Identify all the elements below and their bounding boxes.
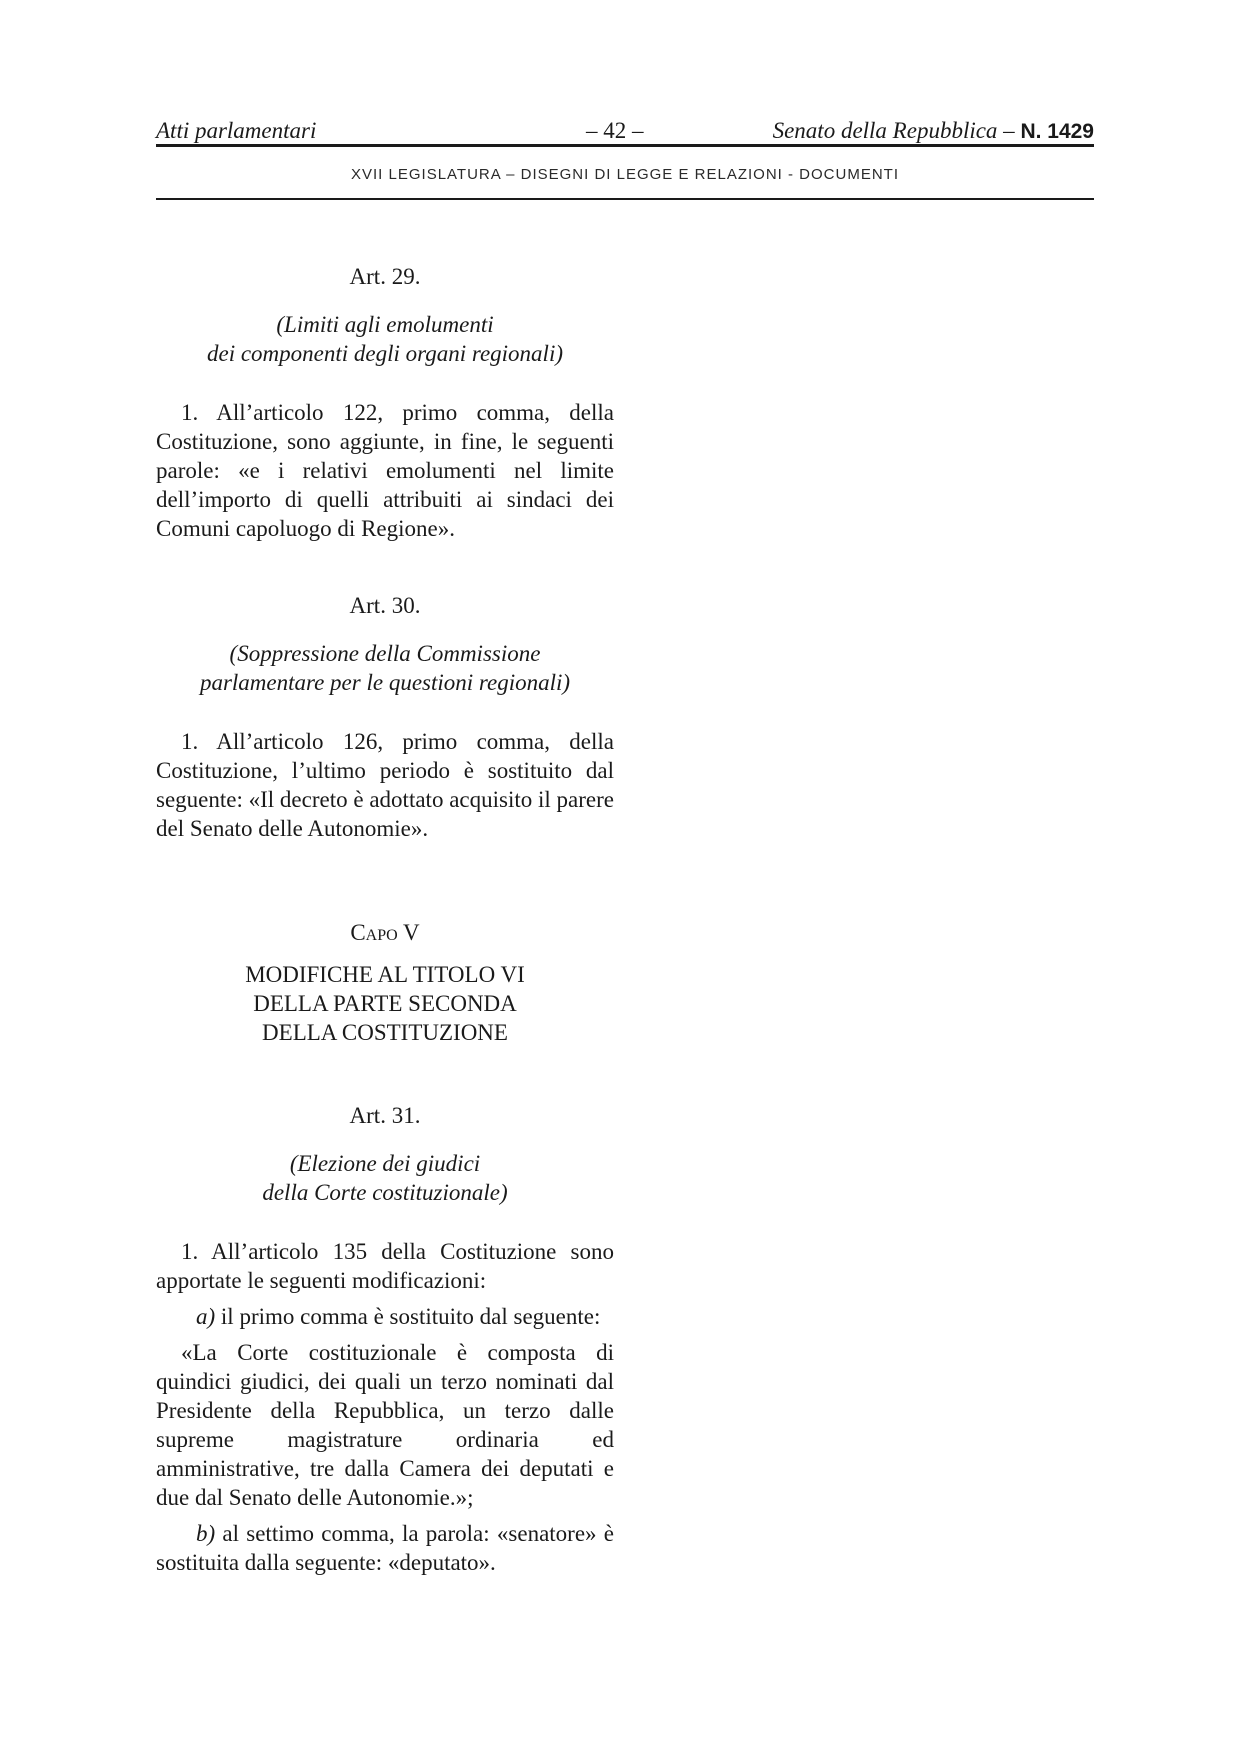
chapter-title-line3: DELLA COSTITUZIONE — [262, 1020, 508, 1045]
article-subtitle-line1: (Elezione dei giudici — [289, 1151, 481, 1176]
document-number: N. 1429 — [1020, 120, 1094, 143]
article-subtitle-line2: dei componenti degli organi regionali) — [206, 341, 564, 366]
header-right — [773, 118, 1094, 144]
article-subtitle-line2: parlamentare per le questioni regionali) — [199, 670, 571, 695]
item-text: il primo comma è sostituito dal seguente: — [215, 1304, 601, 1329]
page-header — [156, 114, 1094, 148]
quoted-paragraph: «La Corte costituzionale è composta di quindici giudici, dei quali un terzo nominati dal Presidente della Repubblica, un terzo dalle supreme magistrature ordinaria ed amministrative, tre dalla Camera dei deputati e due dal Senato delle Autonomie.»; — [156, 1340, 614, 1510]
chapter-title-line2: DELLA PARTE SECONDA — [253, 991, 517, 1016]
page-number: – 42 – — [586, 118, 644, 143]
article-30 — [156, 591, 614, 843]
article-title: Art. 31. — [349, 1103, 421, 1128]
article-paragraph: 1. All’articolo 135 della Costituzione sono apportate le seguenti modificazioni: — [156, 1239, 614, 1293]
item-letter: a) — [196, 1304, 216, 1329]
article-paragraph: 1. All’articolo 122, primo comma, della Costituzione, sono aggiunte, in fine, le seguenti parole: «e i relativi emolumenti nel limite dell’importo di quelli attribuiti ai sindaci dei Comuni capoluogo di Regione». — [156, 400, 614, 541]
article-paragraph: 1. All’articolo 126, primo comma, della Costituzione, l’ultimo periodo è sostituito dal seguente: «Il decreto è adottato acquisito il parere del Senato delle Autonomie». — [156, 729, 614, 841]
article-title: Art. 29. — [349, 264, 421, 289]
item-text: al settimo comma, la parola: «senatore» è sostituita dalla seguente: «deputato». — [156, 1521, 614, 1575]
header-left: Atti parlamentari — [156, 118, 317, 143]
article-subtitle-line1: (Limiti agli emolumenti — [276, 312, 494, 337]
header-subtitle: XVII LEGISLATURA – DISEGNI DI LEGGE E RELAZIONI - DOCUMENTI — [351, 166, 899, 183]
list-item-a — [156, 1302, 614, 1331]
article-title: Art. 30. — [349, 593, 421, 618]
chapter-heading — [156, 918, 614, 1047]
item-letter: b) — [196, 1521, 216, 1546]
article-29 — [156, 262, 614, 543]
article-subtitle-line2: della Corte costituzionale) — [262, 1180, 508, 1205]
article-31 — [156, 1101, 614, 1577]
article-subtitle-line1: (Soppressione della Commissione — [229, 641, 541, 666]
header-senate: Senato della Repubblica – — [772, 118, 1015, 143]
chapter-title-line1: MODIFICHE AL TITOLO VI — [245, 962, 525, 987]
subheader-rule — [156, 198, 1094, 200]
list-item-b — [156, 1519, 614, 1577]
chapter-label: Capo V — [350, 920, 420, 945]
header-rule — [156, 144, 1094, 147]
